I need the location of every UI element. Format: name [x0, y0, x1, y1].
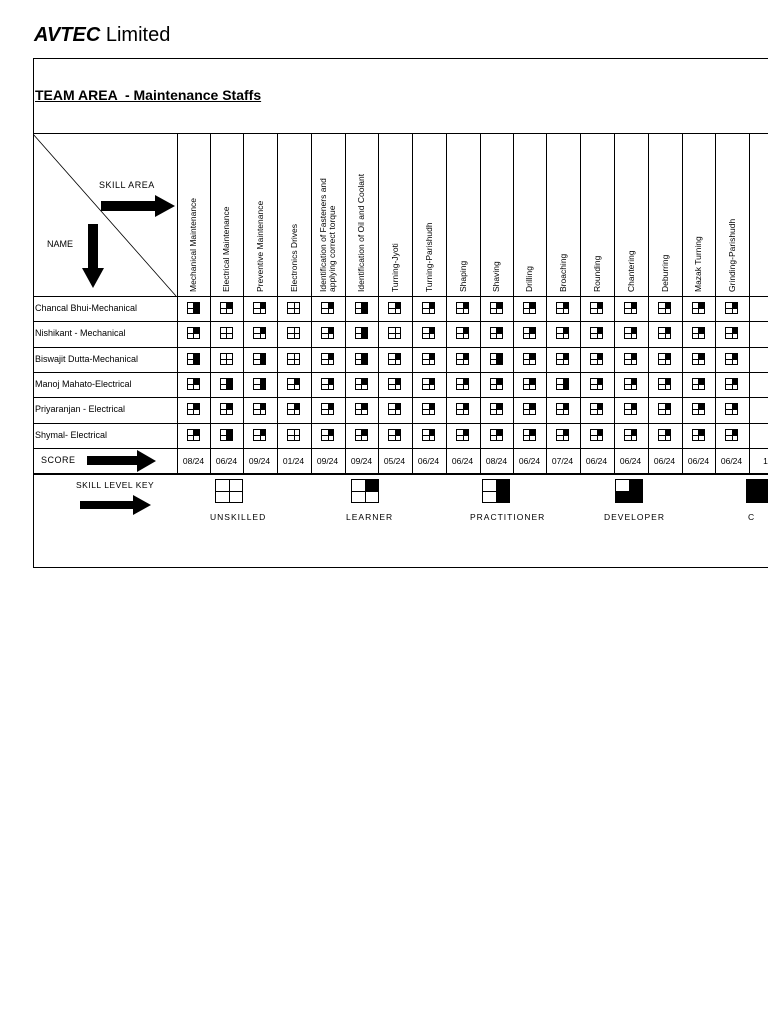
key-level-label: C: [748, 512, 756, 522]
skill-level-icon: [355, 429, 368, 441]
right-arrow-icon: [101, 201, 157, 211]
skill-level-icon: [456, 429, 469, 441]
skill-level-icon: [388, 378, 401, 390]
column-header-line: Chantering: [625, 250, 636, 292]
skill-level-icon: [187, 353, 200, 365]
column-header-line: Shaping: [457, 260, 468, 292]
down-arrowhead-icon: [82, 268, 104, 288]
column-header: [525, 266, 534, 292]
skill-level-icon: [692, 429, 705, 441]
skill-level-icon: [422, 378, 435, 390]
skill-level-icon: [287, 378, 300, 390]
skill-level-icon: [388, 353, 401, 365]
score-value: 09/24: [350, 455, 373, 466]
skill-level-icon: [725, 302, 738, 314]
skill-level-icon: [321, 302, 334, 314]
score-value: 09/24: [248, 455, 271, 466]
column-header: [357, 174, 366, 292]
skill-level-icon: [624, 327, 637, 339]
column-header-line: Electronics Drives: [288, 223, 299, 292]
skill-level-icon: [658, 429, 671, 441]
column-header-line: Turning-Jyoti: [389, 243, 400, 292]
skill-level-icon: [725, 429, 738, 441]
skill-level-icon: [355, 403, 368, 415]
skill-level-icon: [321, 353, 334, 365]
skill-level-icon: [490, 429, 503, 441]
skill-level-icon: [422, 302, 435, 314]
skill-level-icon: [187, 403, 200, 415]
column-header-line: Identification of Fasteners and: [318, 178, 328, 292]
score-value: 06/24: [687, 455, 710, 466]
column-header: [492, 261, 501, 292]
key-level-icon: [482, 479, 510, 503]
skill-level-icon: [287, 429, 300, 441]
staff-name: Biswajit Dutta-Mechanical: [35, 353, 139, 364]
skill-level-icon: [692, 403, 705, 415]
skill-level-icon: [590, 353, 603, 365]
column-header: [425, 222, 434, 292]
skill-level-icon: [556, 302, 569, 314]
staff-name: Priyaranjan - Electrical: [35, 404, 126, 415]
skill-level-icon: [725, 378, 738, 390]
skill-level-icon: [287, 302, 300, 314]
score-value: 05/24: [383, 455, 406, 466]
skill-level-icon: [624, 378, 637, 390]
column-header: [391, 243, 400, 292]
column-header-line: Electrical Maintenance: [221, 206, 231, 292]
header-divider: [33, 296, 768, 297]
skill-level-icon: [388, 327, 401, 339]
score-value: 06/24: [417, 455, 440, 466]
skill-level-icon: [692, 378, 705, 390]
skill-level-icon: [490, 378, 503, 390]
skill-level-icon: [321, 378, 334, 390]
score-value: 06/24: [215, 455, 238, 466]
down-arrow-icon: [88, 224, 98, 270]
skill-level-icon: [422, 327, 435, 339]
skill-level-icon: [692, 353, 705, 365]
column-header-line: applying correct torque: [327, 205, 337, 292]
company-name: AVTEC: [34, 24, 101, 46]
skill-level-icon: [590, 302, 603, 314]
skill-level-icon: [253, 302, 266, 314]
score-value: 1: [763, 455, 768, 466]
key-level-label: LEARNER: [346, 512, 394, 522]
skill-level-icon: [523, 353, 536, 365]
column-header-line: Deburring: [659, 254, 670, 292]
skill-level-icon: [321, 403, 334, 415]
key-level-label: PRACTITIONER: [470, 512, 546, 522]
row-divider: [33, 423, 768, 424]
skill-level-icon: [220, 302, 233, 314]
skill-level-icon: [187, 327, 200, 339]
column-header: [627, 250, 636, 292]
column-header-line: Rounding: [591, 255, 602, 292]
skill-level-icon: [490, 353, 503, 365]
skill-level-icon: [725, 353, 738, 365]
key-level-icon: [215, 479, 243, 503]
score-value: 06/24: [619, 455, 642, 466]
skill-level-icon: [590, 429, 603, 441]
key-arrowhead-icon: [133, 495, 151, 515]
column-header: [694, 236, 703, 292]
row-divider: [33, 347, 768, 348]
key-level-label: UNSKILLED: [210, 512, 267, 522]
name-label: NAME: [47, 239, 74, 249]
skill-area-label: SKILL AREA: [99, 180, 155, 190]
staff-name: Chancal Bhui-Mechanical: [35, 303, 138, 313]
skill-level-icon: [590, 403, 603, 415]
row-divider: [33, 397, 768, 398]
skill-level-icon: [556, 378, 569, 390]
key-level-icon: [746, 479, 768, 503]
skill-level-icon: [523, 302, 536, 314]
skill-level-icon: [523, 403, 536, 415]
skill-level-icon: [490, 302, 503, 314]
skill-level-icon: [692, 302, 705, 314]
column-header-line: Broaching: [557, 253, 568, 292]
score-value: 09/24: [316, 455, 339, 466]
skill-level-icon: [658, 378, 671, 390]
skill-level-icon: [725, 403, 738, 415]
column-header: [559, 254, 568, 292]
skill-level-icon: [422, 353, 435, 365]
skill-level-icon: [456, 327, 469, 339]
skill-level-icon: [523, 327, 536, 339]
skill-level-icon: [220, 378, 233, 390]
skill-level-icon: [456, 403, 469, 415]
skill-level-icon: [624, 403, 637, 415]
score-value: 06/24: [720, 455, 743, 466]
skill-level-icon: [590, 378, 603, 390]
skill-level-icon: [355, 378, 368, 390]
skill-level-icon: [658, 327, 671, 339]
skill-level-icon: [523, 378, 536, 390]
skill-level-icon: [287, 353, 300, 365]
column-header: [256, 201, 265, 292]
row-divider: [33, 448, 768, 449]
skill-level-icon: [355, 353, 368, 365]
score-arrowhead-icon: [137, 450, 156, 472]
skill-level-icon: [187, 302, 200, 314]
skill-level-icon: [658, 403, 671, 415]
skill-level-icon: [456, 302, 469, 314]
column-header-line: Mechanical Maintenance: [188, 197, 198, 292]
score-value: 07/24: [551, 455, 574, 466]
skill-level-icon: [658, 353, 671, 365]
team-area-heading: TEAM AREA - Maintenance Staffs: [35, 87, 262, 103]
skill-level-icon: [490, 327, 503, 339]
skill-level-icon: [321, 327, 334, 339]
skill-level-icon: [287, 403, 300, 415]
score-value: 08/24: [182, 455, 205, 466]
skill-level-icon: [624, 302, 637, 314]
key-level-label: DEVELOPER: [604, 512, 665, 522]
skill-level-icon: [725, 327, 738, 339]
row-divider: [33, 372, 768, 373]
skill-level-icon: [220, 327, 233, 339]
skill-level-icon: [253, 353, 266, 365]
score-value: 06/24: [518, 455, 541, 466]
column-header: [459, 261, 468, 292]
column-header: [290, 224, 299, 292]
skill-level-icon: [422, 403, 435, 415]
skill-level-icon: [220, 353, 233, 365]
skill-level-icon: [253, 327, 266, 339]
skill-level-icon: [355, 302, 368, 314]
document-title: [34, 24, 170, 47]
score-value: 08/24: [485, 455, 508, 466]
row-divider: [33, 321, 768, 322]
score-value: 06/24: [585, 455, 608, 466]
skill-level-icon: [355, 327, 368, 339]
column-header-line: Preventive Maintenance: [254, 200, 265, 292]
column-header: [222, 206, 231, 292]
skill-level-icon: [456, 378, 469, 390]
column-header: [728, 219, 737, 292]
staff-name: Manoj Mahato-Electrical: [35, 378, 132, 389]
score-value: 06/24: [653, 455, 676, 466]
skill-level-icon: [253, 378, 266, 390]
skill-level-icon: [692, 327, 705, 339]
skill-level-icon: [490, 403, 503, 415]
column-header-line: Mazak Turning: [693, 236, 703, 292]
key-level-icon: [615, 479, 643, 503]
skill-level-icon: [422, 429, 435, 441]
key-title: SKILL LEVEL KEY: [76, 480, 155, 490]
column-header: [661, 255, 670, 292]
company-suffix: Limited: [100, 24, 171, 46]
key-level-icon: [351, 479, 379, 503]
skill-level-icon: [253, 429, 266, 441]
score-value: 06/24: [451, 455, 474, 466]
skill-level-icon: [220, 403, 233, 415]
skill-level-icon: [220, 429, 233, 441]
staff-name: Nishikant - Mechanical: [35, 328, 126, 339]
skill-level-icon: [187, 429, 200, 441]
column-header: [319, 178, 337, 292]
skill-level-icon: [287, 327, 300, 339]
skill-matrix: [33, 133, 768, 475]
skill-level-icon: [556, 429, 569, 441]
skill-level-icon: [556, 327, 569, 339]
skill-level-icon: [556, 353, 569, 365]
score-divider: [33, 473, 768, 474]
column-header: [593, 256, 602, 292]
skill-level-icon: [187, 378, 200, 390]
skill-level-icon: [590, 327, 603, 339]
skill-level-icon: [456, 353, 469, 365]
score-arrow-icon: [87, 456, 139, 465]
skill-level-icon: [523, 429, 536, 441]
column-header-line: Turning-Parishudh: [423, 222, 434, 292]
column-header-line: Grinding-Parishudh: [726, 218, 737, 292]
skill-level-icon: [253, 403, 266, 415]
score-value: 01/24: [282, 455, 305, 466]
skill-level-icon: [321, 429, 334, 441]
skill-level-icon: [388, 429, 401, 441]
skill-level-icon: [658, 302, 671, 314]
column-header: [189, 198, 198, 292]
column-header-line: Identification of Oil and Coolant: [356, 173, 366, 292]
skill-level-icon: [556, 403, 569, 415]
skill-level-icon: [624, 429, 637, 441]
column-header-line: Drilling: [524, 266, 534, 292]
staff-name: Shymal- Electrical: [35, 429, 108, 440]
skill-level-icon: [388, 403, 401, 415]
skill-level-icon: [388, 302, 401, 314]
score-label: SCORE: [41, 454, 76, 465]
right-arrowhead-icon: [155, 195, 175, 217]
skill-level-icon: [624, 353, 637, 365]
column-header-line: Shaving: [491, 261, 501, 292]
key-arrow-icon: [80, 501, 135, 509]
